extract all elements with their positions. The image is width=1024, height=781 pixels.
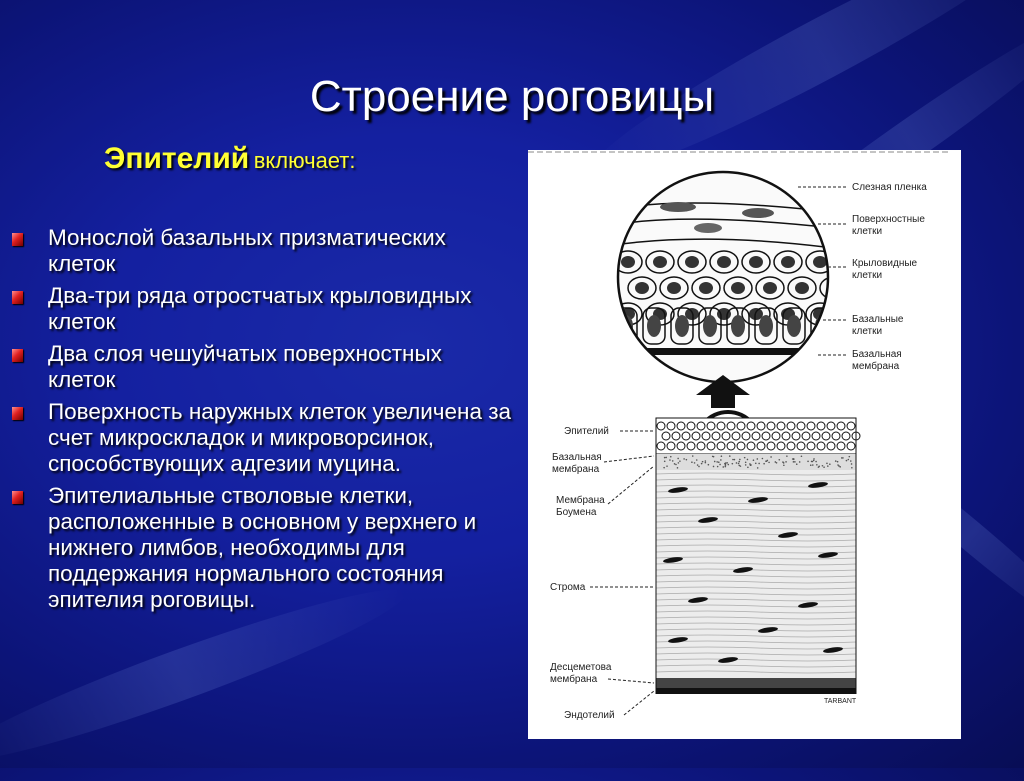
label-epithelium: Эпителий <box>564 426 609 437</box>
subheading <box>104 142 356 176</box>
label-endothelium: Эндотелий <box>564 710 615 721</box>
bullet-item <box>12 225 512 277</box>
bullet-item <box>12 283 512 335</box>
bullet-text: Эпителиальные стволовые клетки, расположенные в основном у верхнего и нижнего лимбов, необходимы для поддержания нормального состояния эпителия роговицы. <box>48 483 477 612</box>
label-basal-membrane: Базальная мембрана <box>552 452 602 475</box>
bullet-text: Монослой базальных призматических клеток <box>48 225 446 276</box>
bullet-text: Поверхность наружных клеток увеличена за счет микроскладок и микроворсинок, способствующих адгезии муцина. <box>48 399 512 476</box>
label-bowman-membrane: Мембрана Боумена <box>556 495 605 518</box>
cross-section <box>656 418 860 694</box>
label-tear-film: Слезная пленка <box>852 182 927 193</box>
bullet-square-icon <box>12 233 23 246</box>
bullet-list <box>12 225 512 619</box>
subheading-highlight: Эпителий <box>104 142 250 175</box>
label-basal-cells: Базальные клетки <box>852 314 904 337</box>
label-superficial-cells: Поверхностные клетки <box>852 214 925 237</box>
bullet-text: Два слоя чешуйчатых поверхностных клеток <box>48 341 442 392</box>
label-wing-cells: Крыловидные клетки <box>852 258 918 281</box>
label-basal-membrane-zoom: Базальная мембрана <box>852 349 902 372</box>
signature: TARBANT <box>824 698 857 705</box>
bullet-item <box>12 399 512 477</box>
slide-title: Строение роговицы <box>309 72 715 121</box>
bullet-item <box>12 483 512 613</box>
cornea-diagram <box>528 150 961 739</box>
bullet-square-icon <box>12 491 23 504</box>
label-descemet-membrane: Десцеметова мембрана <box>550 662 612 685</box>
magnified-view <box>613 170 848 385</box>
bullet-text: Два-три ряда отростчатых крыловидных клеток <box>48 283 472 334</box>
label-stroma: Строма <box>550 582 586 593</box>
bullet-square-icon <box>12 291 23 304</box>
bullet-square-icon <box>12 407 23 420</box>
subheading-rest: включает: <box>253 148 356 173</box>
bullet-square-icon <box>12 349 23 362</box>
cornea-diagram-svg <box>528 150 961 739</box>
bullet-item <box>12 341 512 393</box>
